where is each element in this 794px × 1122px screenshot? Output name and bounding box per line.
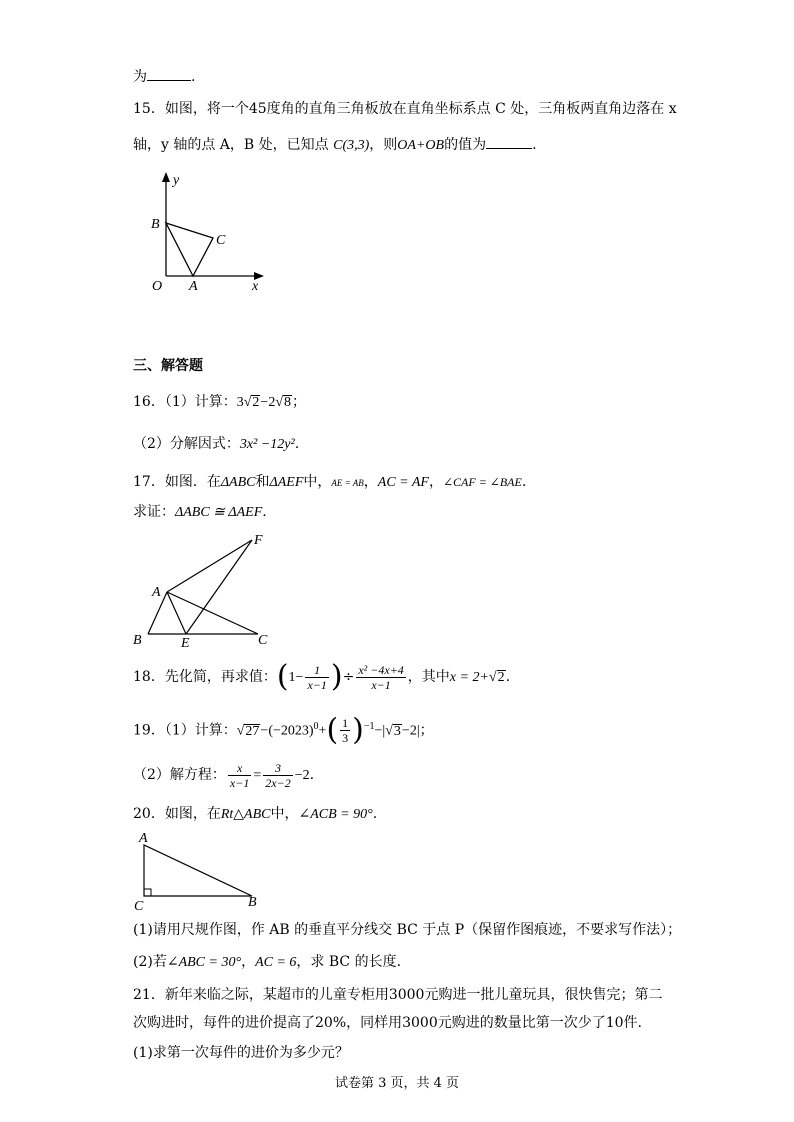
- q18-one-minus: 1−: [288, 670, 304, 685]
- q17-mid: 中，: [303, 474, 332, 490]
- q18-fraction-1: [305, 663, 328, 692]
- q19-term-2-exp: 0: [313, 721, 319, 732]
- q17-condition-2: AC = AF: [377, 475, 429, 490]
- figure-15-coordinate-triangle: [140, 168, 270, 294]
- q16-p1-label: 16．（1）计算：: [133, 394, 237, 410]
- q15-text-1: 15．如图，将一个45度角的直角三角板放在直角坐标系点 C 处，三角板两直角边落在 x: [133, 101, 677, 117]
- q15-text-2a: 轴，y 轴的点 A，B 处，已知点: [133, 137, 329, 153]
- q18-fraction-2: [356, 663, 405, 692]
- q21-line2: [133, 1013, 642, 1033]
- fig15-label-b: B: [151, 217, 160, 232]
- q19-fraction-g1: [228, 761, 251, 790]
- q19-fraction-g2: [263, 761, 292, 790]
- q20-triangle: Rt△ABC: [220, 807, 271, 822]
- fig17-label-c: C: [258, 633, 268, 648]
- fig15-label-y: y: [173, 173, 180, 188]
- q20-text-b: 中，: [270, 806, 299, 822]
- q20-p2-condition-2: AC = 6: [255, 955, 297, 970]
- q17-condition-1: AE = AB: [331, 478, 364, 488]
- q19-g1-num: x: [228, 761, 251, 776]
- q18-x-value: x = 2+: [449, 670, 489, 685]
- q18-line: 18．先化简，再求值：(1− $\frac{1}{x-1}$ )÷ $\frac{\text{x² −4x+4}}{x-1}$ ，其中x = 2+√2.: [133, 659, 511, 694]
- fig17-label-b: B: [133, 633, 142, 648]
- q20-angle: ∠ACB = 90°: [298, 807, 373, 822]
- q19-part2: [133, 760, 314, 791]
- q18-f2-den: x−1: [371, 677, 391, 692]
- q18-label: 18．先化简，再求值：: [133, 669, 277, 685]
- q16-part2: [133, 434, 299, 455]
- q14-tail-text: 为: [133, 69, 147, 85]
- q15-end: .: [532, 137, 537, 153]
- fig15-label-c: C: [216, 233, 226, 248]
- q20-part1: [133, 920, 681, 940]
- q19-p1-label: 19．（1）计算：: [133, 722, 237, 739]
- figure-17-triangles: [128, 530, 278, 652]
- q19-plus: +: [318, 723, 327, 739]
- q17-sep-2: ，: [428, 474, 443, 490]
- q20-end: .: [372, 806, 378, 822]
- answer-blank: [147, 66, 191, 81]
- q20-p2-a: (2)若: [133, 954, 167, 970]
- q15-expression: OA+OB: [397, 138, 445, 153]
- q21-text-1: 21．新年来临之际，某超市的儿童专柜用3000元购进一批儿童玩具，很快售完；第二: [133, 987, 663, 1003]
- answer-blank: [486, 134, 532, 149]
- fig15-label-x: x: [252, 279, 259, 294]
- q17-triangle-aef: ΔAEF: [269, 475, 304, 490]
- fig17-label-a: A: [152, 585, 161, 600]
- q18-divide: ÷: [342, 669, 355, 685]
- fig20-label-b: B: [248, 895, 257, 910]
- q20-line1: [133, 804, 377, 825]
- q17-prove: [133, 502, 267, 523]
- q17-text-a: 17．如图．在: [133, 474, 221, 490]
- q19-g1-den: x−1: [229, 775, 250, 790]
- page-footer: [0, 1072, 794, 1091]
- q20-p1-text: (1)请用尺规作图，作 AB 的垂直平分线交 BC 于点 P（保留作图痕迹，不要求写作法）；: [133, 922, 682, 938]
- q19-g2-den: 2x−2: [265, 775, 291, 790]
- q20-p2-sep: ，: [241, 954, 256, 970]
- page-number: 试卷第 3 页，共 4 页: [334, 1076, 460, 1091]
- q19-radicand-3: 3: [393, 723, 401, 739]
- q21-text-2: 次购进时，每件的进价提高了20%，同样用3000元购进的数量比第一次少了10件.: [133, 1015, 643, 1031]
- q19-abs-close: −2|: [401, 723, 420, 739]
- q19-term-2: −(−2023): [260, 723, 314, 739]
- q17-sep-1: ，: [363, 474, 378, 490]
- q21-text-3: (1)求第一次每件的进价为多少元？: [133, 1045, 349, 1061]
- q15-line2: [133, 134, 537, 156]
- q17-line1: [133, 472, 526, 493]
- q15-text-2b: ，则: [369, 137, 398, 153]
- q19-f-den: 3: [342, 731, 349, 746]
- q21-line1: [133, 985, 662, 1005]
- q18-where: ，其中: [407, 669, 450, 685]
- fig20-label-c: C: [134, 899, 144, 914]
- q20-part2: [133, 952, 401, 973]
- fig15-label-o: O: [152, 279, 163, 294]
- q16-radicand-a: 2: [252, 395, 260, 410]
- q17-end: .: [521, 474, 527, 490]
- fig17-label-f: F: [254, 533, 263, 548]
- q17-triangle-abc: ΔABC: [220, 475, 256, 490]
- q16-p1-end: ；: [292, 394, 307, 410]
- q17-prove-expression: ΔABC ≅ ΔAEF: [175, 505, 263, 520]
- q19-p1-end: ；: [419, 722, 434, 739]
- q20-p2-b: ，求 BC 的长度.: [296, 954, 402, 970]
- q20-p2-condition-1: ∠ABC = 30°: [166, 955, 242, 970]
- q17-and: 和: [255, 474, 270, 490]
- q16-p2-end: .: [294, 436, 300, 452]
- q15-point-c: C(3,3): [333, 138, 370, 153]
- q17-prove-label: 求证：: [133, 504, 175, 520]
- q17-prove-end: .: [262, 504, 267, 520]
- q15-text-2d: 的值为: [444, 137, 487, 153]
- q16-coef-b: −2: [260, 395, 276, 410]
- q19-p2-label: （2）解方程：: [133, 767, 226, 783]
- q16-part1: 16．（1）计算：3√2−2√8；: [133, 394, 307, 410]
- section-title: 三、解答题: [133, 358, 203, 374]
- q19-tail: −2: [294, 768, 310, 783]
- fig20-label-a: A: [139, 831, 148, 846]
- q19-f-exp: −1: [363, 721, 375, 732]
- fig17-label-e: E: [181, 636, 190, 651]
- q17-condition-3: ∠CAF = ∠BAE: [442, 475, 522, 489]
- section-heading: [133, 356, 203, 376]
- q14-end: .: [191, 69, 196, 85]
- q16-p2-expression: 3x² −12y²: [239, 437, 295, 452]
- q21-line3: [133, 1043, 349, 1063]
- fig15-label-a: A: [189, 279, 198, 294]
- q19-equals: =: [253, 768, 262, 783]
- q18-f2-num: x² −4x+4: [358, 662, 404, 677]
- q19-f-num: 1: [342, 716, 349, 731]
- q19-g2-num: 3: [263, 761, 292, 776]
- q16-p2-label: （2）分解因式：: [133, 436, 240, 452]
- q18-f1-den: x−1: [307, 677, 327, 692]
- q19-radicand-27: 27: [245, 723, 260, 739]
- figure-20-right-triangle: [130, 828, 270, 914]
- q19-p2-end: .: [309, 767, 315, 783]
- q16-radicand-b: 8: [284, 395, 292, 410]
- q18-x-radicand: 2: [497, 670, 505, 685]
- q14-tail-line: [133, 66, 195, 87]
- q19-fraction-third: [340, 716, 350, 745]
- q18-end: .: [505, 669, 511, 685]
- q20-text-a: 20．如图，在: [133, 806, 221, 822]
- q18-f1-num: 1: [305, 663, 328, 678]
- q15-line1: [133, 99, 677, 119]
- q19-abs-open: −|: [374, 723, 386, 739]
- q16-coef-a: 3: [236, 395, 244, 410]
- q19-part1: 19．（1）计算：$√27-(-2023)^0+$( $\frac{1}{3}$ )$^{-1}$−|√3−2|；: [133, 712, 434, 748]
